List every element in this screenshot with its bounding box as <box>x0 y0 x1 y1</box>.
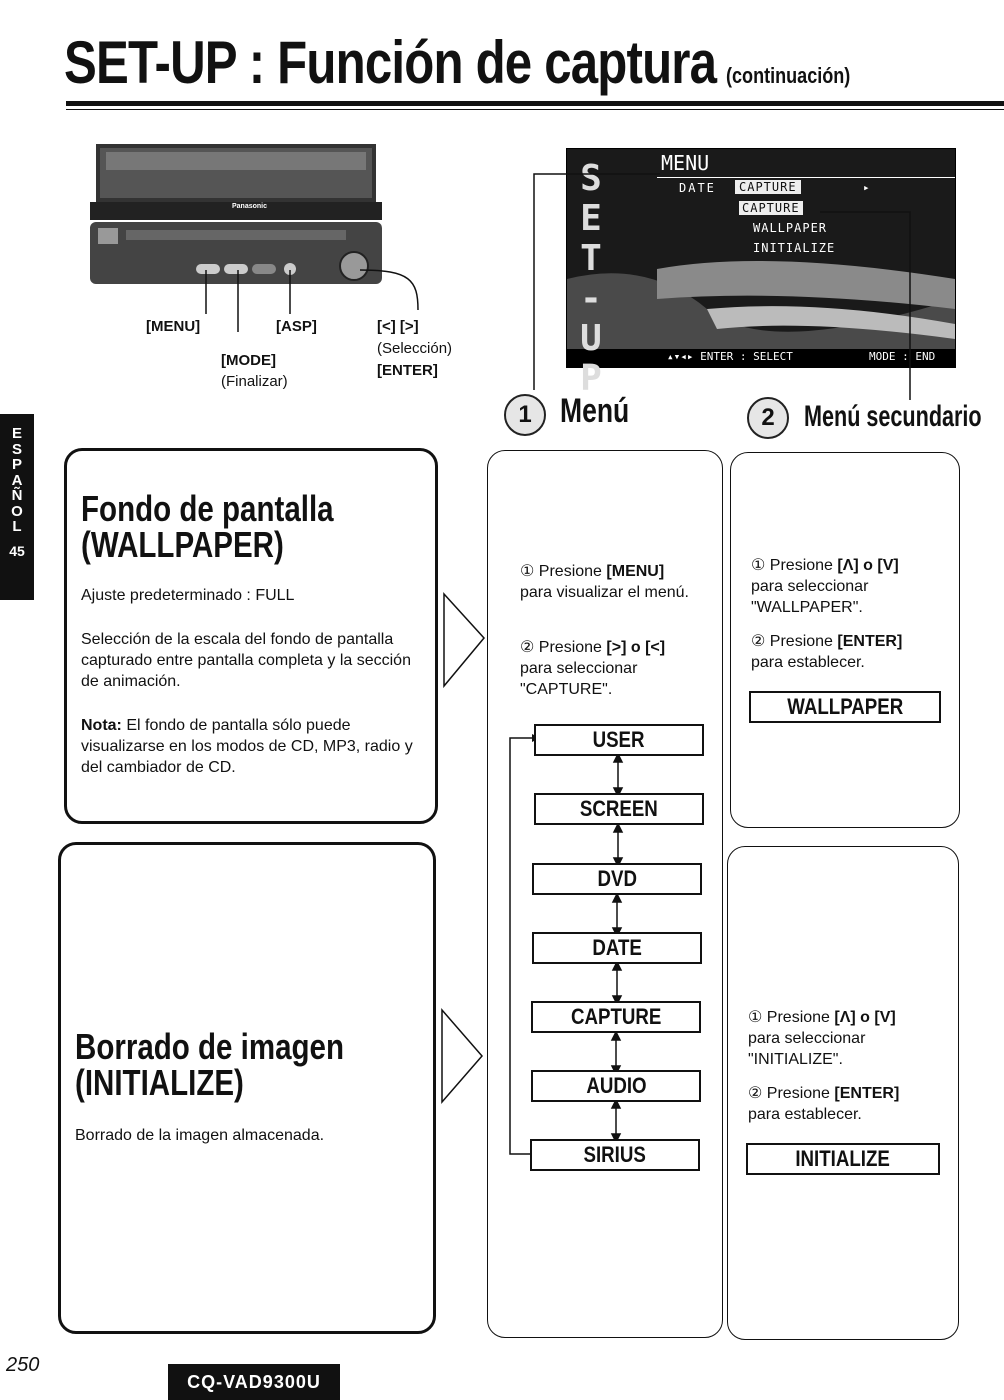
asp-button-label: [ASP] <box>276 318 317 335</box>
osd-item-capture-selected: CAPTURE <box>735 180 801 194</box>
menu-item-screen: SCREEN <box>534 793 704 825</box>
page-title: SET-UP : Función de captura (continuación) <box>64 29 851 96</box>
menu-item-capture: CAPTURE <box>531 1001 701 1033</box>
screenshot-callout-lines <box>520 160 920 410</box>
menu-item-dvd: DVD <box>532 863 702 895</box>
wallpaper-panel <box>64 448 438 824</box>
osd-menu-title: MENU <box>661 151 710 175</box>
enter-button-label: [ENTER] <box>377 362 438 379</box>
wallpaper-title-line2: (WALLPAPER) <box>81 524 284 565</box>
menu-step-2: ② Presione [>] o [<] para seleccionar "CAPTURE". <box>520 639 666 698</box>
arrow-buttons-label: [<] [>] <box>377 318 419 335</box>
menu-item-date: DATE <box>532 932 702 964</box>
menu-item-audio: AUDIO <box>531 1070 701 1102</box>
submenu-wallpaper-result: WALLPAPER <box>749 691 941 723</box>
osd-footer-end: MODE : END <box>869 350 936 363</box>
initialize-description: Borrado de la imagen almacenada. <box>75 1127 325 1144</box>
title-rule <box>66 101 1004 106</box>
submenu-initialize-panel <box>727 846 959 1340</box>
submenu-wallpaper-step-2: ② Presione [ENTER] para establecer. <box>751 633 903 671</box>
submenu-initialize-step-2: ② Presione [ENTER] para establecer. <box>748 1085 900 1123</box>
section-2-icon: 2 <box>747 397 789 439</box>
wallpaper-title-line1: Fondo de pantalla <box>81 488 334 529</box>
submenu-wallpaper-step-1: ① Presione [Λ] o [V] para seleccionar "WALLPAPER". <box>751 557 899 616</box>
model-badge: CQ-VAD9300U <box>168 1364 340 1400</box>
section-1-icon: 1 <box>504 394 546 436</box>
menu-step-1: ① Presione [MENU] para visualizar el menú. <box>520 563 689 601</box>
mode-button-note: (Finalizar) <box>221 373 288 390</box>
section-page-number: 45 <box>9 542 25 559</box>
flow-arrows <box>440 590 490 1110</box>
arrow-buttons-note: (Selección) <box>377 340 453 357</box>
language-tab <box>0 414 34 600</box>
section-submenu-heading: Menú secundario <box>804 400 982 433</box>
page-subtitle: (continuación) <box>726 63 851 88</box>
submenu-initialize-step-1: ① Presione [Λ] o [V] para seleccionar "INITIALIZE". <box>748 1009 896 1068</box>
osd-arrow-right-icon: ▸ <box>863 181 870 194</box>
osd-item-date: DATE <box>679 181 716 195</box>
wallpaper-default: Ajuste predeterminado : FULL <box>81 587 295 604</box>
osd-footer-select: ▴▾◂▸ ENTER : SELECT <box>667 350 793 363</box>
osd-sub-wallpaper: WALLPAPER <box>753 221 828 235</box>
language-letters: E S P A Ñ O L <box>11 425 23 535</box>
mode-button-label: [MODE] <box>221 352 276 369</box>
initialize-title-line2: (INITIALIZE) <box>75 1062 244 1103</box>
initialize-title-line1: Borrado de imagen <box>75 1026 345 1067</box>
section-menu-heading: Menú <box>560 392 630 430</box>
brand-logo: Panasonic <box>232 203 268 210</box>
initialize-panel <box>58 842 436 1334</box>
osd-sub-initialize: INITIALIZE <box>753 241 836 255</box>
submenu-wallpaper-panel <box>730 452 960 828</box>
wallpaper-note: Nota: El fondo de pantalla sólo puede visualizarse en los modos de CD, MP3, radio y del cambiador de CD. <box>81 717 413 776</box>
osd-vertical-title: SET-UP <box>580 158 602 399</box>
title-rule-thin <box>66 109 1004 110</box>
page-number: 250 <box>6 1354 40 1376</box>
menu-button-label: [MENU] <box>146 318 201 335</box>
menu-item-sirius: SIRIUS <box>530 1139 700 1171</box>
wallpaper-description: Selección de la escala del fondo de pantalla capturado entre pantalla completa y la sección de animación. <box>81 631 411 690</box>
submenu-initialize-result: INITIALIZE <box>746 1143 940 1175</box>
menu-item-user: USER <box>534 724 704 756</box>
osd-sub-capture: CAPTURE <box>739 201 803 215</box>
